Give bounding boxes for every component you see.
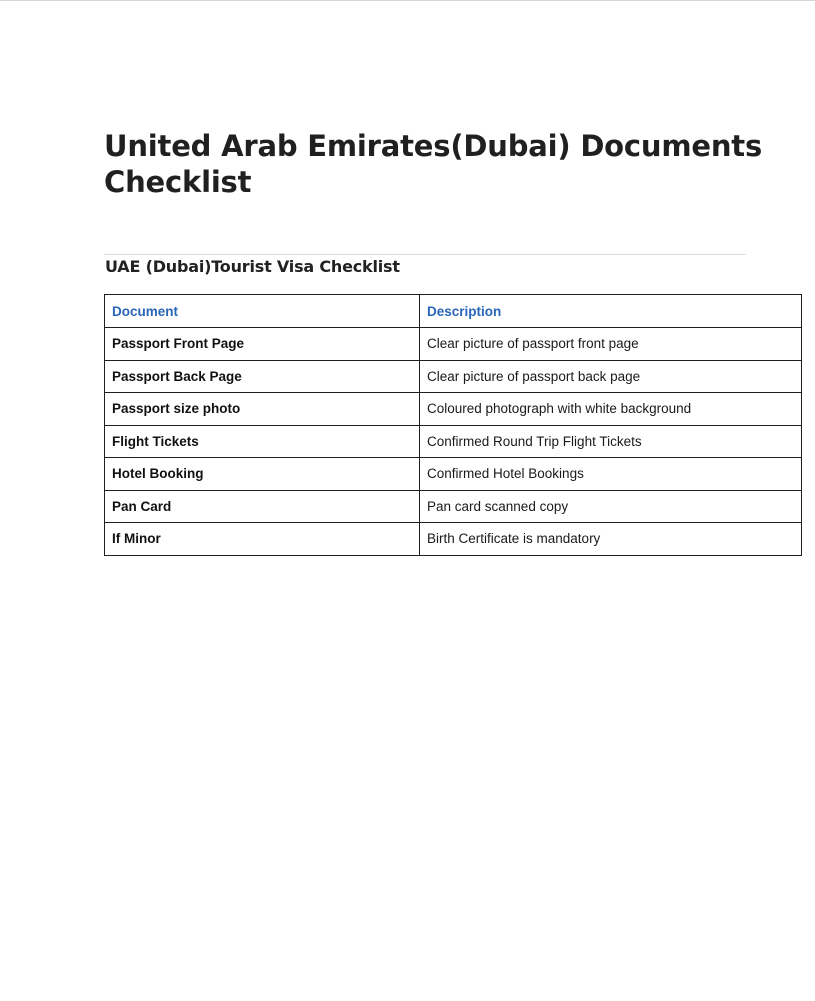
top-divider bbox=[0, 0, 815, 1]
document-cell: Passport Back Page bbox=[105, 360, 420, 393]
checklist-table bbox=[104, 294, 802, 556]
table-row bbox=[105, 458, 802, 491]
description-cell: Confirmed Round Trip Flight Tickets bbox=[420, 425, 802, 458]
table-row bbox=[105, 328, 802, 361]
description-cell: Clear picture of passport front page bbox=[420, 328, 802, 361]
section-divider bbox=[104, 254, 746, 255]
table-row bbox=[105, 425, 802, 458]
document-cell: Passport Front Page bbox=[105, 328, 420, 361]
description-cell: Clear picture of passport back page bbox=[420, 360, 802, 393]
document-cell: If Minor bbox=[105, 523, 420, 556]
document-cell: Hotel Booking bbox=[105, 458, 420, 491]
description-cell: Confirmed Hotel Bookings bbox=[420, 458, 802, 491]
table-row bbox=[105, 393, 802, 426]
document-cell: Pan Card bbox=[105, 490, 420, 523]
document-cell: Passport size photo bbox=[105, 393, 420, 426]
description-cell: Birth Certificate is mandatory bbox=[420, 523, 802, 556]
document-cell: Flight Tickets bbox=[105, 425, 420, 458]
table-header-row bbox=[105, 295, 802, 328]
description-cell: Coloured photograph with white background bbox=[420, 393, 802, 426]
table-row bbox=[105, 523, 802, 556]
section-heading: UAE (Dubai)Tourist Visa Checklist bbox=[105, 257, 400, 276]
description-cell: Pan card scanned copy bbox=[420, 490, 802, 523]
column-header-description: Description bbox=[420, 295, 802, 328]
column-header-document: Document bbox=[105, 295, 420, 328]
table-row bbox=[105, 490, 802, 523]
table-row bbox=[105, 360, 802, 393]
page-title: United Arab Emirates(Dubai) Documents Checklist bbox=[104, 129, 762, 199]
